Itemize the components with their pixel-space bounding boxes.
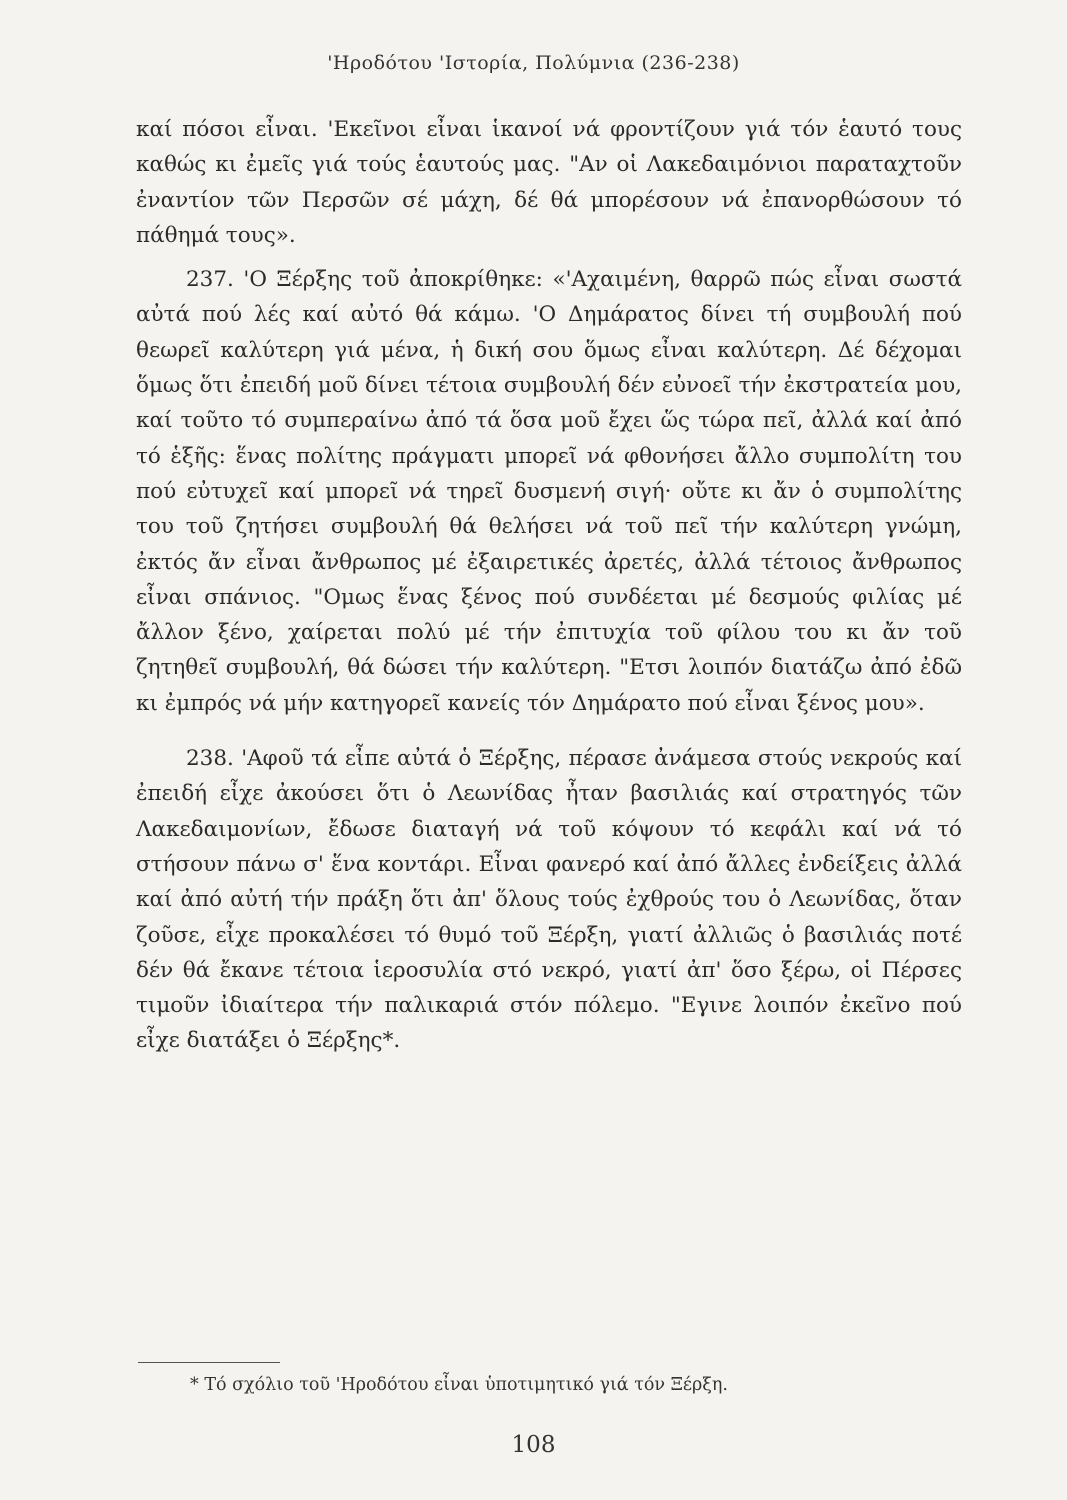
paragraph-238: 238. 'Αφοῦ τά εἶπε αὐτά ὁ Ξέρξης, πέρασε ἀνάμεσα στούς νεκρούς καί ἐπειδή εἶχε ἀκούσει ὅτι ὁ Λεωνίδας ἦταν βασιλιάς καί στρατηγός τῶν Λακεδαιμονίων, ἔδωσε διαταγή νά τοῦ κόψουν τό κεφάλι καί νά τό στήσουν πάνω σ' ἕνα κοντάρι. Εἶναι φανερό καί ἀπό ἄλλες ἐνδείξεις ἀλλά καί ἀπό αὐτή τήν πράξη ὅτι ἀπ' ὅλους τούς ἐχθρούς του ὁ Λεωνίδας, ὅταν ζοῦσε, εἶχε προκαλέσει τό θυμό τοῦ Ξέρξη, γιατί ἀλλιῶς ὁ βασιλιάς ποτέ δέν θά ἔκανε τέτοια ἱεροσυλία στό νεκρό, γιατί ἀπ' ὅσο ξέρω, οἱ Πέρσες τιμοῦν ἰδιαίτερα τήν παλικαριά στόν πόλεμο. "Εγινε λοιπόν ἐκεῖνο πού εἶχε διατάξει ὁ Ξέρξης*.: [136, 746, 962, 1054]
footnote-divider: [138, 1362, 280, 1363]
running-head: 'Ηροδότου 'Ιστορία, Πολύμνια (236-238): [327, 52, 740, 74]
paragraph-continuation: καί πόσοι εἶναι. 'Εκεῖνοι εἶναι ἱκανοί νά φροντίζουν γιά τόν ἑαυτό τους καθώς κι ἐμεῖς γιά τούς ἑαυτούς μας. "Αν οἱ Λακεδαιμόνιοι παραταχτοῦν ἐναντίον τῶν Περσῶν σέ μάχη, δέ θά μπορέσουν νά ἐπανορθώσουν τό πάθημά τους».: [136, 117, 962, 248]
body-text: [136, 112, 962, 1059]
paragraph-237: 237. 'Ο Ξέρξης τοῦ ἀποκρίθηκε: «'Αχαιμένη, θαρρῶ πώς εἶναι σωστά αὐτά πού λές καί αὐτό θά κάμω. 'Ο Δημάρατος δίνει τή συμβουλή πού θεωρεῖ καλύτερη γιά μένα, ἡ δική σου ὅμως εἶναι καλύτερη. Δέ δέχομαι ὅμως ὅτι ἐπειδή μοῦ δίνει τέτοια συμβουλή δέν εὐνοεῖ τήν ἐκστρατεία μου, καί τοῦτο τό συμπεραίνω ἀπό τά ὅσα μοῦ ἔχει ὥς τώρα πεῖ, ἀλλά καί ἀπό τό ἑξῆς: ἕνας πολίτης πράγματι μπορεῖ νά φθονήσει ἄλλο συμπολίτη του πού εὐτυχεῖ καί μπορεῖ νά τηρεῖ δυσμενή σιγή· οὔτε κι ἄν ὁ συμπολίτης του τοῦ ζητήσει συμβουλή θά θελήσει νά τοῦ πεῖ τήν καλύτερη γνώμη, ἐκτός ἄν εἶναι ἄνθρωπος μέ ἐξαιρετικές ἀρετές, ἀλλά τέτοιος ἄνθρωπος εἶναι σπάνιος. "Ομως ἕνας ξένος πού συνδέεται μέ δεσμούς φιλίας μέ ἄλλον ξένο, χαίρεται πολύ μέ τήν ἐπιτυχία τοῦ φίλου του κι ἄν τοῦ ζητηθεῖ συμβουλή, θά δώσει τήν καλύτερη. "Ετσι λοιπόν διατάζω ἀπό ἐδῶ κι ἐμπρός νά μήν κατηγορεῖ κανείς τόν Δημάρατο πού εἶναι ξένος μου».: [136, 267, 962, 716]
page-number: 108: [511, 1432, 556, 1458]
footnote: * Τό σχόλιο τοῦ 'Ηροδότου εἶναι ὑποτιμητικό γιά τόν Ξέρξη.: [190, 1375, 728, 1395]
